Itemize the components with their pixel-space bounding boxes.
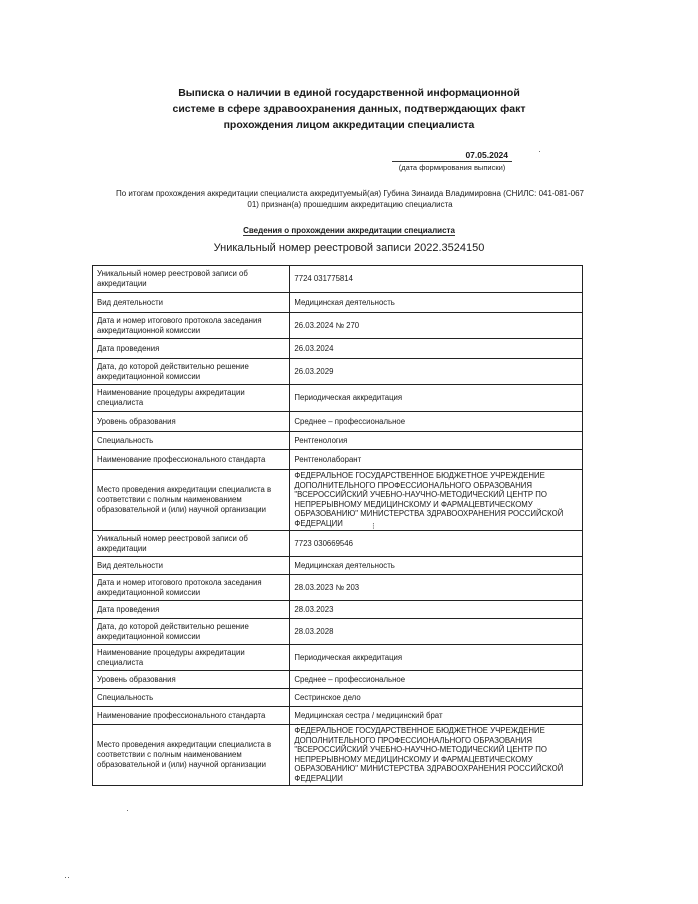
date-block bbox=[392, 150, 512, 172]
registry-title: Уникальный номер реестровой записи 2022.3524150 bbox=[213, 242, 485, 254]
row-value: ФЕДЕРАЛЬНОЕ ГОСУДАРСТВЕННОЕ БЮДЖЕТНОЕ УЧРЕЖДЕНИЕ ДОПОЛНИТЕЛЬНОГО ПРОФЕССИОНАЛЬНОГО ОБРАЗОВАНИЯ "ВСЕРОССИЙСКИЙ УЧЕБНО-НАУЧНО-МЕТОДИЧЕСКИЙ ЦЕНТР ПО НЕПРЕРЫВНОМУ МЕДИЦИНСКОМУ И ФАРМАЦЕВТИЧЕСКОМУ ОБРАЗОВАНИЮ" МИНИСТЕРСТВА ЗДРАВООХРАНЕНИЯ РОССИЙСКОЙ ФЕДЕРАЦИИ bbox=[290, 470, 583, 531]
row-value: Периодическая аккредитация bbox=[290, 645, 583, 671]
row-value: 26.03.2024 № 270 bbox=[290, 313, 583, 339]
row-label: Дата, до которой действительно решение аккредитационной комиссии bbox=[93, 359, 290, 385]
title-line: прохождения лицом аккредитации специалиста bbox=[223, 119, 475, 131]
table-row bbox=[93, 293, 583, 313]
scan-speck: ⁝ bbox=[372, 521, 375, 531]
row-value: Медицинская сестра / медицинский брат bbox=[290, 707, 583, 725]
row-value: ФЕДЕРАЛЬНОЕ ГОСУДАРСТВЕННОЕ БЮДЖЕТНОЕ УЧРЕЖДЕНИЕ ДОПОЛНИТЕЛЬНОГО ПРОФЕССИОНАЛЬНОГО ОБРАЗОВАНИЯ "ВСЕРОССИЙСКИЙ УЧЕБНО-НАУЧНО-МЕТОДИЧЕСКИЙ ЦЕНТР ПО НЕПРЕРЫВНОМУ МЕДИЦИНСКОМУ И ФАРМАЦЕВТИЧЕСКОМУ ОБРАЗОВАНИЮ" МИНИСТЕРСТВА ЗДРАВООХРАНЕНИЯ РОССИЙСКОЙ ФЕДЕРАЦИИ bbox=[290, 725, 583, 786]
row-value: Медицинская деятельность bbox=[290, 293, 583, 313]
scan-speck: · bbox=[538, 146, 541, 156]
intro-line: По итогам прохождения аккредитации специалиста аккредитуемый(ая) Губина Зинаида Владимировна (СНИЛС: 041-081-067 bbox=[116, 189, 584, 198]
table-row bbox=[93, 645, 583, 671]
title-line: Выписка о наличии в единой государственной информационной bbox=[178, 87, 520, 99]
row-label: Дата и номер итогового протокола заседания аккредитационной комиссии bbox=[93, 313, 290, 339]
table-row bbox=[93, 601, 583, 619]
table-row bbox=[93, 412, 583, 432]
row-value: 7724 031775814 bbox=[290, 266, 583, 293]
table-row bbox=[93, 725, 583, 786]
row-label: Наименование профессионального стандарта bbox=[93, 450, 290, 470]
table-row bbox=[93, 313, 583, 339]
row-label: Наименование процедуры аккредитации специалиста bbox=[93, 645, 290, 671]
row-value: Сестринское дело bbox=[290, 689, 583, 707]
date-caption: (дата формирования выписки) bbox=[398, 163, 506, 172]
table-row bbox=[93, 385, 583, 412]
table-row bbox=[93, 619, 583, 645]
row-value: Среднее – профессиональное bbox=[290, 412, 583, 432]
row-label: Место проведения аккредитации специалиста в соответствии с полным наименованием образовательной и (или) научной организации bbox=[93, 470, 290, 531]
row-label: Место проведения аккредитации специалиста в соответствии с полным наименованием образовательной и (или) научной организации bbox=[93, 725, 290, 786]
row-value: 26.03.2029 bbox=[290, 359, 583, 385]
document-title bbox=[0, 85, 698, 133]
table-row bbox=[93, 707, 583, 725]
row-value: Рентгенология bbox=[290, 432, 583, 450]
row-label: Наименование профессионального стандарта bbox=[93, 707, 290, 725]
row-label: Уникальный номер реестровой записи об аккредитации bbox=[93, 266, 290, 293]
table-row bbox=[93, 557, 583, 575]
row-value: Периодическая аккредитация bbox=[290, 385, 583, 412]
row-value: 26.03.2024 bbox=[290, 339, 583, 359]
scan-speck: ‥ bbox=[64, 870, 71, 880]
row-label: Дата, до которой действительно решение аккредитационной комиссии bbox=[93, 619, 290, 645]
row-value: Среднее – профессиональное bbox=[290, 671, 583, 689]
row-label: Вид деятельности bbox=[93, 557, 290, 575]
table-row bbox=[93, 671, 583, 689]
table-row bbox=[93, 266, 583, 293]
row-label: Специальность bbox=[93, 432, 290, 450]
row-label: Дата проведения bbox=[93, 601, 290, 619]
row-label: Вид деятельности bbox=[93, 293, 290, 313]
section-title-text: Сведения о прохождении аккредитации специалиста bbox=[243, 226, 455, 235]
table-row bbox=[93, 339, 583, 359]
row-label: Наименование процедуры аккредитации специалиста bbox=[93, 385, 290, 412]
table-row bbox=[93, 689, 583, 707]
title-line: системе в сфере здравоохранения данных, подтверждающих факт bbox=[172, 103, 526, 115]
intro-text bbox=[100, 188, 600, 210]
accreditation-record-table bbox=[92, 530, 583, 786]
row-value: 28.03.2023 № 203 bbox=[290, 575, 583, 601]
scan-speck: · bbox=[126, 805, 129, 815]
table-row bbox=[93, 450, 583, 470]
intro-line: 01) признан(а) прошедшим аккредитацию специалиста bbox=[247, 200, 453, 209]
row-label: Уровень образования bbox=[93, 671, 290, 689]
table-row bbox=[93, 575, 583, 601]
row-label: Уровень образования bbox=[93, 412, 290, 432]
row-label: Дата и номер итогового протокола заседания аккредитационной комиссии bbox=[93, 575, 290, 601]
accreditation-record-table bbox=[92, 265, 583, 531]
section-title bbox=[0, 226, 698, 235]
row-label: Уникальный номер реестровой записи об аккредитации bbox=[93, 531, 290, 557]
row-label: Специальность bbox=[93, 689, 290, 707]
statement-date: 07.05.2024 bbox=[392, 150, 512, 162]
row-label: Дата проведения bbox=[93, 339, 290, 359]
row-value: 7723 030669546 bbox=[290, 531, 583, 557]
table-row bbox=[93, 359, 583, 385]
table-row bbox=[93, 470, 583, 531]
table-row bbox=[93, 531, 583, 557]
row-value: Медицинская деятельность bbox=[290, 557, 583, 575]
row-value: 28.03.2028 bbox=[290, 619, 583, 645]
row-value: 28.03.2023 bbox=[290, 601, 583, 619]
row-value: Рентгенолаборант bbox=[290, 450, 583, 470]
table-row bbox=[93, 432, 583, 450]
